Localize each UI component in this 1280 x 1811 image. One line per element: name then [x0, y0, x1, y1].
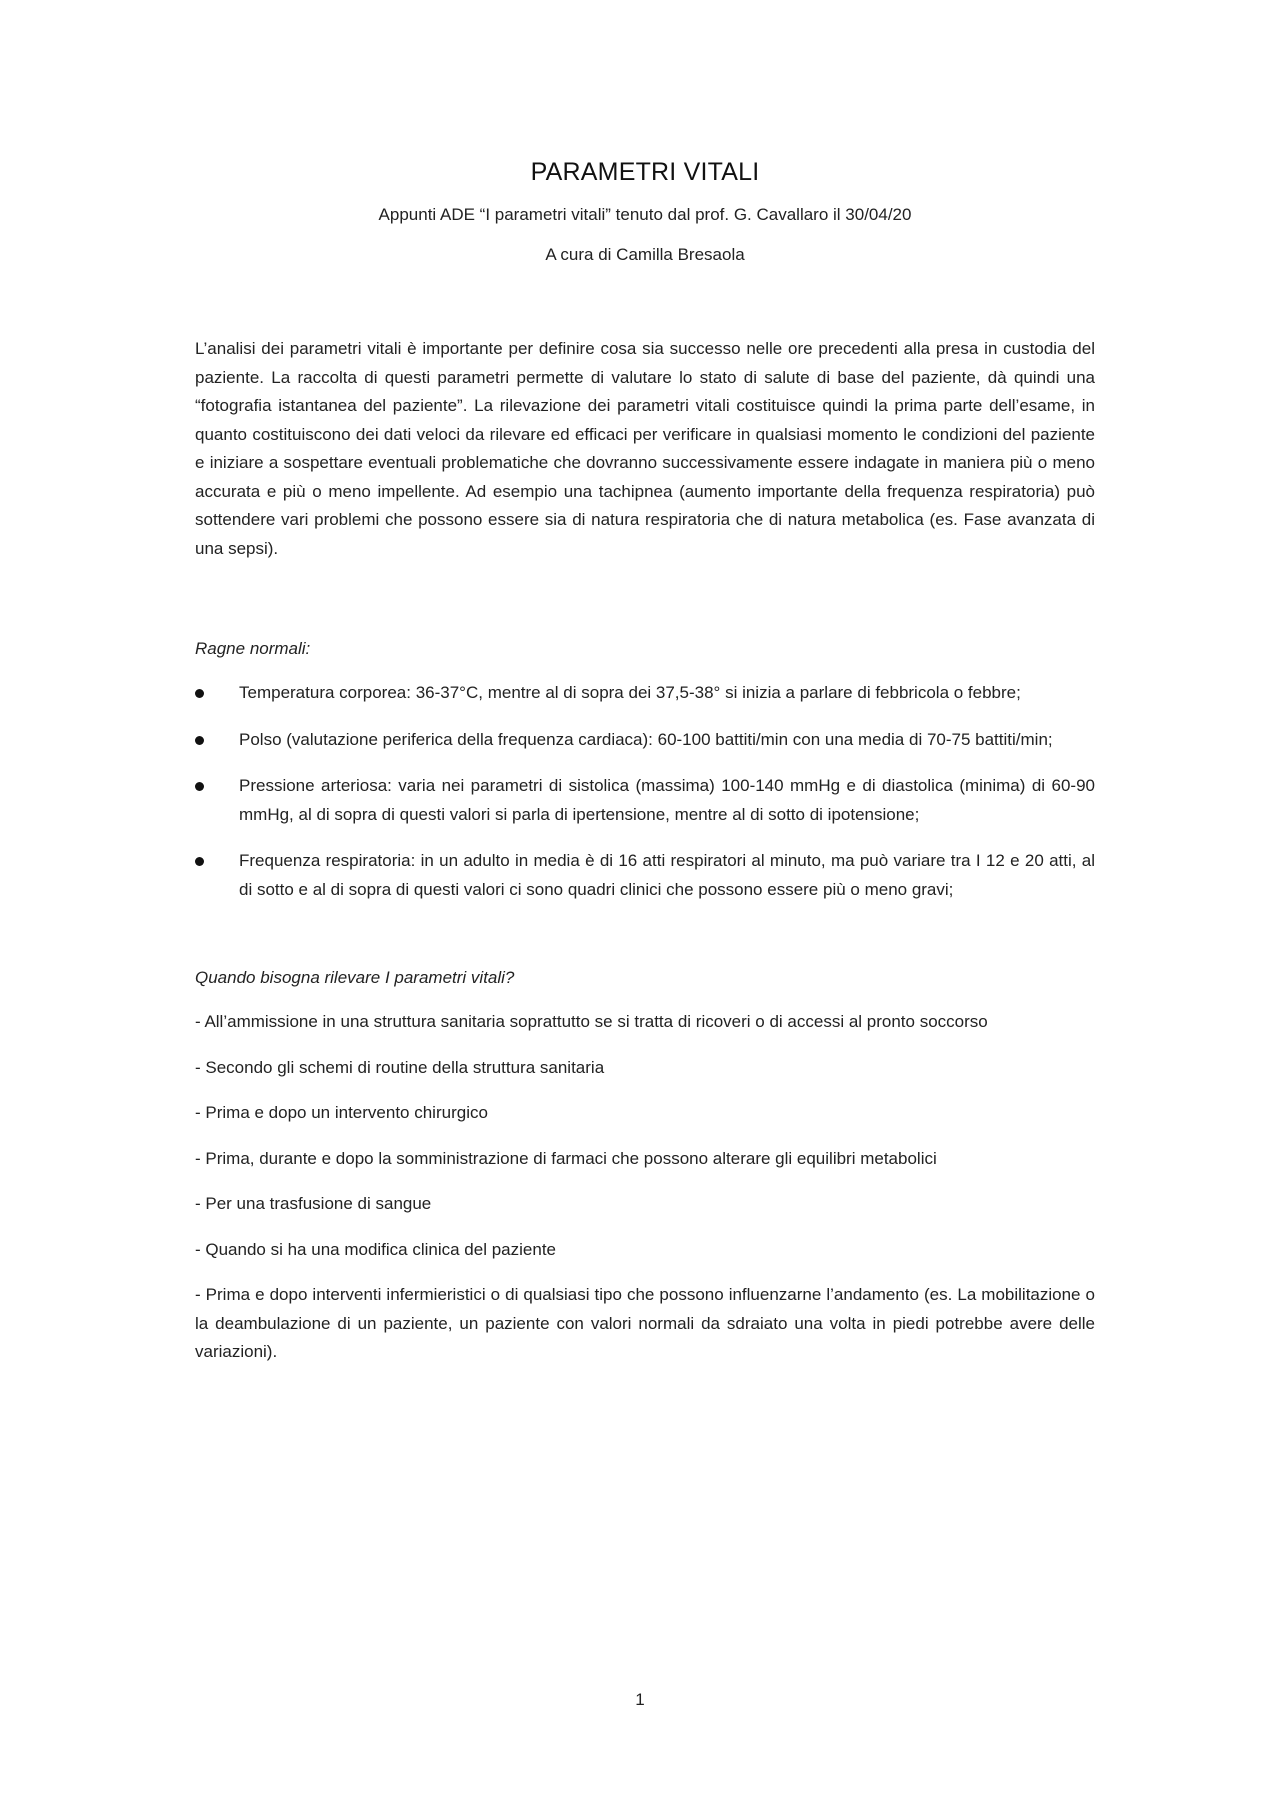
document-title: PARAMETRI VITALI — [530, 158, 760, 186]
list-item: - Secondo gli schemi di routine della struttura sanitaria — [195, 1057, 605, 1077]
list-item — [195, 772, 1095, 829]
list-item: - Prima e dopo interventi infermieristici o di qualsiasi tipo che possono influenzarne l’andamento (es. La mobilitazione o la deambulazione di un paziente, un paziente con valori normali da sdraiato una volta in piedi potrebbe avere delle variazioni). — [195, 1285, 1095, 1361]
when-list — [195, 1008, 1095, 1367]
intro-paragraph: L’analisi dei parametri vitali è importante per definire cosa sia successo nelle ore precedenti alla presa in custodia del paziente. La raccolta di questi parametri permette di valutare lo stato di salute di base del paziente, dà quindi una “fotografia istantanea del paziente”. La rilevazione dei parametri vitali costituisce quindi la prima parte dell’esame, in quanto costituiscono dei dati veloci da rilevare ed efficaci per verificare in qualsiasi momento le condizioni del paziente e iniziare a sospettare eventuali problematiche che dovranno successivamente essere indagate in maniera più o meno accurata e più o meno impellente. Ad esempio una tachipnea (aumento importante della frequenza respiratoria) può sottendere vari problemi che possono essere sia di natura respiratoria che di natura metabolica (es. Fase avanzata di una sepsi). — [195, 339, 1095, 558]
bullet-icon — [195, 736, 204, 745]
list-item: - Quando si ha una modifica clinica del paziente — [195, 1239, 556, 1259]
bullet-icon — [195, 857, 204, 866]
list-item-text: Frequenza respiratoria: in un adulto in media è di 16 atti respiratori al minuto, ma può variare tra I 12 e 20 atti, al di sotto e al di sopra di questi valori ci sono quadri clinici che possono essere più o meno gravi; — [239, 851, 1095, 899]
list-item — [195, 679, 1095, 708]
list-item — [195, 726, 1095, 755]
when-heading: Quando bisogna rilevare I parametri vitali? — [195, 968, 515, 987]
document-subtitle: Appunti ADE “I parametri vitali” tenuto dal prof. G. Cavallaro il 30/04/20 — [378, 205, 912, 224]
document-author: A cura di Camilla Bresaola — [545, 245, 745, 264]
page-number: 1 — [635, 1690, 645, 1709]
ranges-heading: Ragne normali: — [195, 639, 311, 658]
list-item: - All’ammissione in una struttura sanitaria soprattutto se si tratta di ricoveri o di accessi al pronto soccorso — [195, 1012, 988, 1031]
ranges-list — [195, 679, 1095, 904]
list-item: - Per una trasfusione di sangue — [195, 1194, 432, 1213]
bullet-icon — [195, 689, 204, 698]
page-content — [195, 158, 1095, 1384]
list-item: - Prima, durante e dopo la somministrazione di farmaci che possono alterare gli equilibri metabolici — [195, 1148, 937, 1168]
list-item — [195, 847, 1095, 904]
list-item: - Prima e dopo un intervento chirurgico — [195, 1103, 488, 1122]
list-item-text: Temperatura corporea: 36-37°C, mentre al di sopra dei 37,5-38° si inizia a parlare di febbricola o febbre; — [239, 683, 1021, 702]
list-item-text: Pressione arteriosa: varia nei parametri di sistolica (massima) 100-140 mmHg e di diastolica (minima) di 60-90 mmHg, al di sopra di questi valori si parla di ipertensione, mentre al di sotto di ipotensione; — [239, 776, 1095, 824]
bullet-icon — [195, 782, 204, 791]
list-item-text: Polso (valutazione periferica della frequenza cardiaca): 60-100 battiti/min con una media di 70-75 battiti/min; — [239, 729, 1053, 749]
